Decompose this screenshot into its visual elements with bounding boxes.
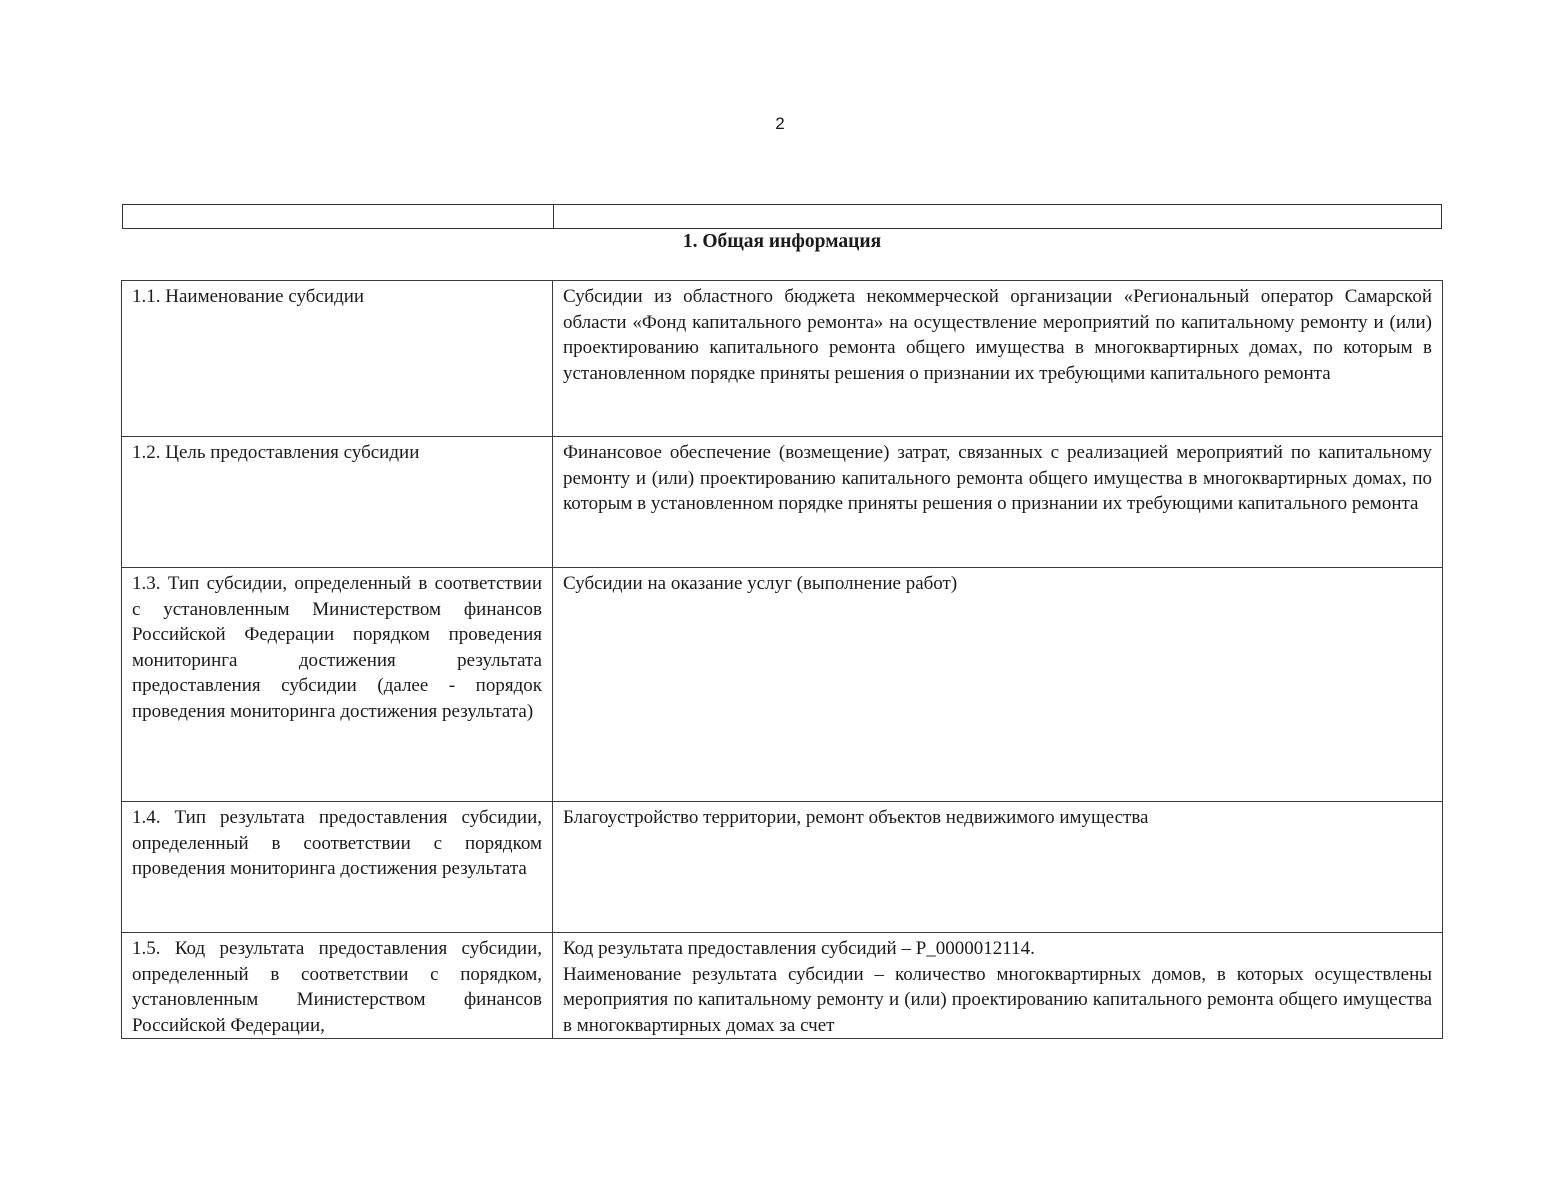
row-value — [553, 281, 1443, 437]
row-label: 1.3. Тип субсидии, определенный в соответствии с установленным Министерством финансов Российской Федерации порядком проведения мониторинга достижения результата предоставления субсидии (далее - порядок проведения мониторинга достижения результата) — [122, 568, 553, 802]
row-value — [553, 437, 1443, 568]
row-value-text: Благоустройство территории, ремонт объектов недвижимого имущества — [563, 807, 1149, 828]
row-label: 1.1. Наименование субсидии — [122, 281, 553, 437]
header-table-left-cell — [123, 205, 554, 228]
row-value — [553, 933, 1443, 1039]
row-label: 1.5. Код результата предоставления субсидии, определенный в соответствии с порядком, установленным Министерством финансов Российской Федерации, — [122, 933, 553, 1039]
row-value-text: Код результата предоставления субсидий – Р_0000012114. — [563, 938, 1035, 959]
row-value-text: Наименование результата субсидии – количество многоквартирных домов, в которых осуществлены мероприятия по капитальному ремонту и (или) проектированию капитального ремонта общего имущества в многоквартирных домах за счет — [563, 963, 1432, 1036]
table-row — [122, 568, 1443, 802]
table-row — [122, 802, 1443, 933]
row-value — [553, 568, 1443, 802]
table-row — [122, 281, 1443, 437]
subsidy-info-table — [121, 280, 1443, 1039]
row-value-text: Финансовое обеспечение (возмещение) затрат, связанных с реализацией мероприятий по капитальному ремонту и (или) проектированию капитального ремонта общего имущества в многоквартирных домах, по которым в установленном порядке приняты решения о признании их требующими капитального ремонта — [563, 442, 1432, 514]
header-table — [122, 204, 1442, 229]
table-row — [122, 933, 1443, 1039]
row-value — [553, 802, 1443, 933]
row-label: 1.4. Тип результата предоставления субсидии, определенный в соответствии с порядком проведения мониторинга достижения результата — [122, 802, 553, 933]
page-number: 2 — [775, 114, 785, 133]
section-title: 1. Общая информация — [682, 231, 882, 252]
row-label: 1.2. Цель предоставления субсидии — [122, 437, 553, 568]
row-value-text: Субсидии из областного бюджета некоммерческой организации «Региональный оператор Самарской области «Фонд капитального ремонта» на осуществление мероприятий по капитальному ремонту и (или) проектированию капитального ремонта общего имущества в многоквартирных домах, по которым в установленном порядке приняты решения о признании их требующими капитального ремонта — [563, 286, 1432, 384]
table-row — [122, 437, 1443, 568]
header-table-right-cell — [554, 205, 1441, 228]
row-value-text: Субсидии на оказание услуг (выполнение работ) — [563, 573, 958, 594]
